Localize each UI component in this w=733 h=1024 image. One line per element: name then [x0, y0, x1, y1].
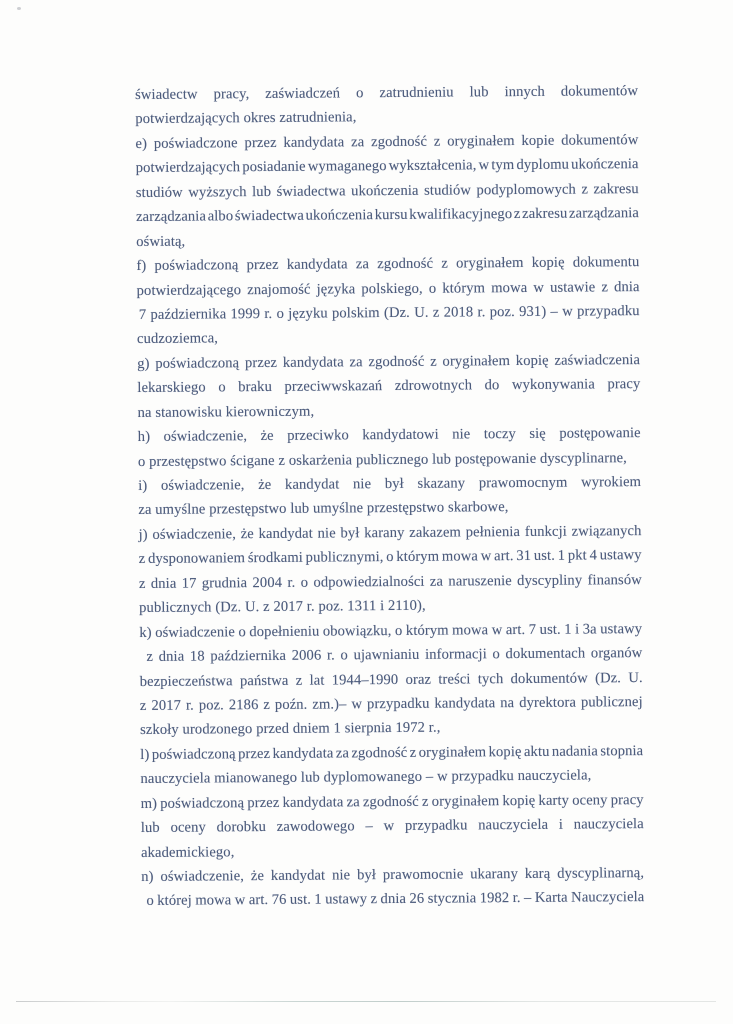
- text-line: z dnia 18 października 2006 r. o ujawnianiu informacji o dokumentach organów: [146, 645, 643, 665]
- text-line: m) poświadczoną przez kandydata za zgodność z oryginałem kopię karty oceny pracy: [140, 791, 644, 812]
- scan-bottom-edge-line: [16, 1001, 716, 1002]
- text-line: nauczyciela mianowanego lub dyplomowanego – w przypadku nauczyciela,: [140, 767, 592, 788]
- text-line: k) oświadczenie o dopełnieniu obowiązku, o którym mowa w art. 7 ust. 1 i 3a ustawy: [139, 620, 643, 641]
- text-line: e) poświadczone przez kandydata za zgodność z oryginałem kopie dokumentów: [135, 131, 639, 152]
- text-line: lub oceny dorobku zawodowego – w przypadku nauczyciela i nauczyciela: [140, 816, 644, 837]
- text-line: potwierdzającego znajomość języka polskiego, o którym mowa w ustawie z dnia: [136, 278, 640, 299]
- text-line: z dysponowaniem środkami publicznymi, o którym mowa w art. 31 ust. 1 pkt 4 ustawy: [138, 547, 642, 568]
- text-line: f) poświadczoną przez kandydata za zgodność z oryginałem kopię dokumentu: [136, 254, 640, 275]
- text-line: o której mowa w art. 76 ust. 1 ustawy z dnia 26 stycznia 1982 r. – Karta Nauczyciela: [146, 889, 645, 910]
- text-line: potwierdzających okres zatrudnienia,: [135, 109, 357, 128]
- text-line: cudzoziemca,: [136, 330, 219, 348]
- text-line: potwierdzających posiadanie wymaganego wykształcenia, w tym dyplomu ukończenia: [135, 156, 639, 177]
- document-text-block: [135, 79, 645, 914]
- text-line: i) oświadczenie, że kandydat nie był skazany prawomocnym wyrokiem: [138, 474, 642, 494]
- text-line: z 2017 r. poz. 2186 z poźn. zm.)– w przypadku kandydata na dyrektora publicznej: [139, 693, 643, 714]
- text-line: akademickiego,: [140, 843, 235, 861]
- text-line: świadectw pracy, zaświadczeń o zatrudnieniu lub innych dokumentów: [135, 83, 639, 103]
- text-line: o przestępstwo ścigane z oskarżenia publicznego lub postępowanie dyscyplinarne,: [137, 449, 627, 470]
- text-line: l) poświadczoną przez kandydata za zgodność z oryginałem kopię aktu nadania stopnia: [140, 742, 644, 763]
- text-line: szkoły urodzonego przed dniem 1 sierpnia 1972 r.,: [140, 719, 441, 739]
- text-line: g) poświadczoną przez kandydata za zgodność z oryginałem kopię zaświadczenia: [137, 351, 641, 372]
- text-line: h) oświadczenie, że przeciwko kandydatowi nie toczy się postępowanie: [137, 425, 641, 446]
- text-line: z dnia 17 grudnia 2004 r. o odpowiedzialności za naruszenie dyscypliny finansów: [138, 571, 642, 592]
- text-line: 7 października 1999 r. o języku polskim (Dz. U. z 2018 r. poz. 931) – w przypadku: [138, 302, 640, 323]
- text-line: na stanowisku kierowniczym,: [137, 403, 315, 421]
- text-line: oświatą,: [136, 233, 186, 250]
- text-line: j) oświadczenie, że kandydat nie był karany zakazem pełnienia funkcji związanych: [138, 522, 642, 543]
- text-line: zarządzania albo świadectwa ukończenia kursu kwalifikacyjnego z zakresu zarządzania: [135, 205, 640, 226]
- text-line: za umyślne przestępstwo lub umyślne przestępstwo skarbowe,: [138, 499, 509, 519]
- text-line: lekarskiego o braku przeciwwskazań zdrowotnych do wykonywania pracy: [137, 376, 641, 397]
- text-line: studiów wyższych lub świadectwa ukończenia studiów podyplomowych z zakresu: [135, 180, 639, 201]
- scan-speck-artifact: [17, 7, 21, 10]
- text-line: publicznych (Dz. U. z 2017 r. poz. 1311 i 2110),: [139, 597, 426, 617]
- text-line: n) oświadczenie, że kandydat nie był prawomocnie ukarany karą dyscyplinarną,: [141, 865, 645, 885]
- text-line: bezpieczeństwa państwa z lat 1944–1990 oraz treści tych dokumentów (Dz. U.: [139, 669, 643, 690]
